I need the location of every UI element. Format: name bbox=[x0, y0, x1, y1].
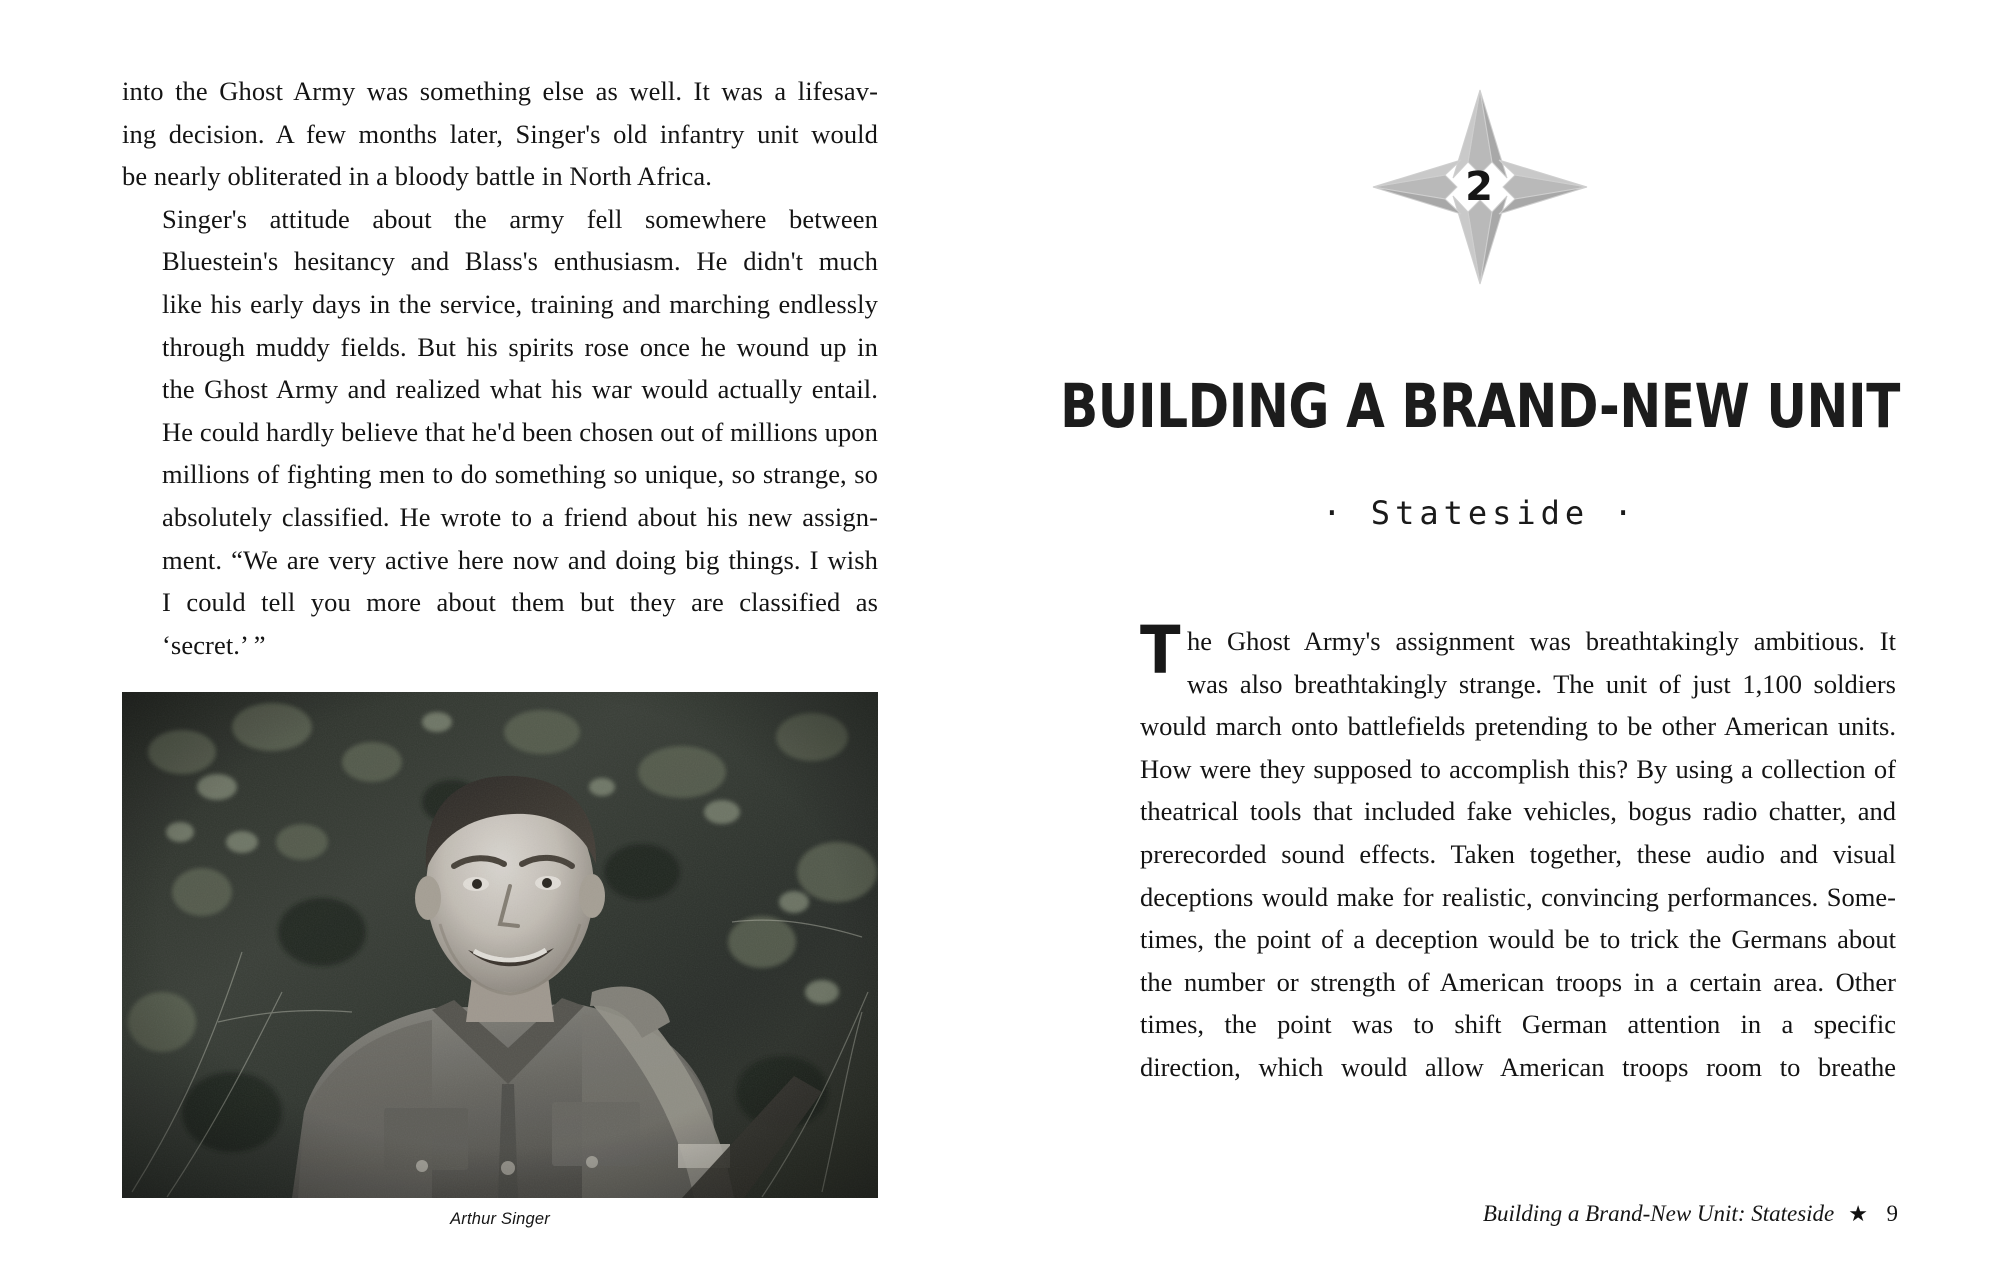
paragraph-1 bbox=[122, 70, 878, 198]
text-line: He could hardly believe that he'd been chosen out of millions upon bbox=[162, 416, 878, 447]
right-page bbox=[960, 0, 2000, 1285]
text-line: ment. “We are very active here now and doing big things. I wish bbox=[162, 544, 878, 575]
text-line: be nearly obliterated in a bloody battle in North Africa. bbox=[122, 161, 712, 192]
chapter-title: BUILDING A BRAND-NEW UNIT bbox=[1060, 371, 1900, 442]
chapter-number: 2 bbox=[1465, 164, 1493, 210]
paragraph-2 bbox=[122, 198, 878, 667]
running-head-title: Building a Brand-New Unit: Stateside bbox=[1482, 1201, 1835, 1226]
verso-body-text bbox=[122, 70, 878, 666]
text-line: How were they supposed to accomplish this? By using a collection of bbox=[1140, 753, 1896, 784]
text-line: ‘secret.’ ” bbox=[162, 629, 266, 660]
compass-star-ornament-icon bbox=[1365, 82, 1595, 292]
text-line: would march onto battlefields pretending to be other American units. bbox=[1140, 711, 1896, 742]
drop-cap: T bbox=[1140, 612, 1181, 689]
opening-paragraph bbox=[1140, 612, 1896, 1089]
text-line: through muddy fields. But his spirits rose once he wound up in bbox=[162, 331, 878, 362]
text-line: absolutely classified. He wrote to a friend about his new assign- bbox=[162, 501, 878, 532]
text-line: the Ghost Army and realized what his war would actually entail. bbox=[162, 374, 878, 405]
text-line: the number or strength of American troops in a certain area. Other bbox=[1140, 966, 1896, 997]
text-line: millions of fighting men to do something so unique, so strange, so bbox=[162, 459, 878, 490]
text-line: was also breathtakingly strange. The unit of just 1,100 soldiers bbox=[1187, 668, 1896, 699]
text-line: theatrical tools that included fake vehicles, bogus radio chatter, and bbox=[1140, 796, 1896, 827]
text-line: times, the point of a deception would be to trick the Germans about bbox=[1140, 924, 1896, 955]
left-page bbox=[0, 0, 960, 1285]
star-icon: ★ bbox=[1848, 1201, 1868, 1226]
photo-figure bbox=[122, 692, 878, 1229]
text-line: Singer's attitude about the army fell somewhere between bbox=[162, 203, 878, 234]
text-line: deceptions would make for realistic, convincing performances. Some- bbox=[1140, 881, 1896, 912]
chapter-subtitle: · Stateside · bbox=[1322, 494, 1638, 532]
text-line: I could tell you more about them but they are classified as bbox=[162, 587, 878, 618]
text-line: prerecorded sound effects. Taken together, these audio and visual bbox=[1140, 838, 1896, 869]
text-line: times, the point was to shift German attention in a specific bbox=[1140, 1009, 1896, 1040]
photo-caption: Arthur Singer bbox=[450, 1210, 550, 1228]
text-line: he Ghost Army's assignment was breathtakingly ambitious. It bbox=[1187, 626, 1896, 656]
recto-body-text bbox=[1140, 612, 1896, 1089]
page-number: 9 bbox=[1886, 1201, 1898, 1226]
text-line: into the Ghost Army was something else as well. It was a lifesav- bbox=[122, 76, 878, 106]
running-foot bbox=[1483, 1201, 1898, 1227]
text-line: Bluestein's hesitancy and Blass's enthusiasm. He didn't much bbox=[162, 246, 878, 277]
text-line: like his early days in the service, training and marching endlessly bbox=[162, 288, 878, 319]
text-line: direction, which would allow American troops room to breathe bbox=[1140, 1051, 1896, 1082]
soldier-photograph bbox=[122, 692, 878, 1198]
text-line: ing decision. A few months later, Singer's old infantry unit would bbox=[122, 118, 878, 149]
